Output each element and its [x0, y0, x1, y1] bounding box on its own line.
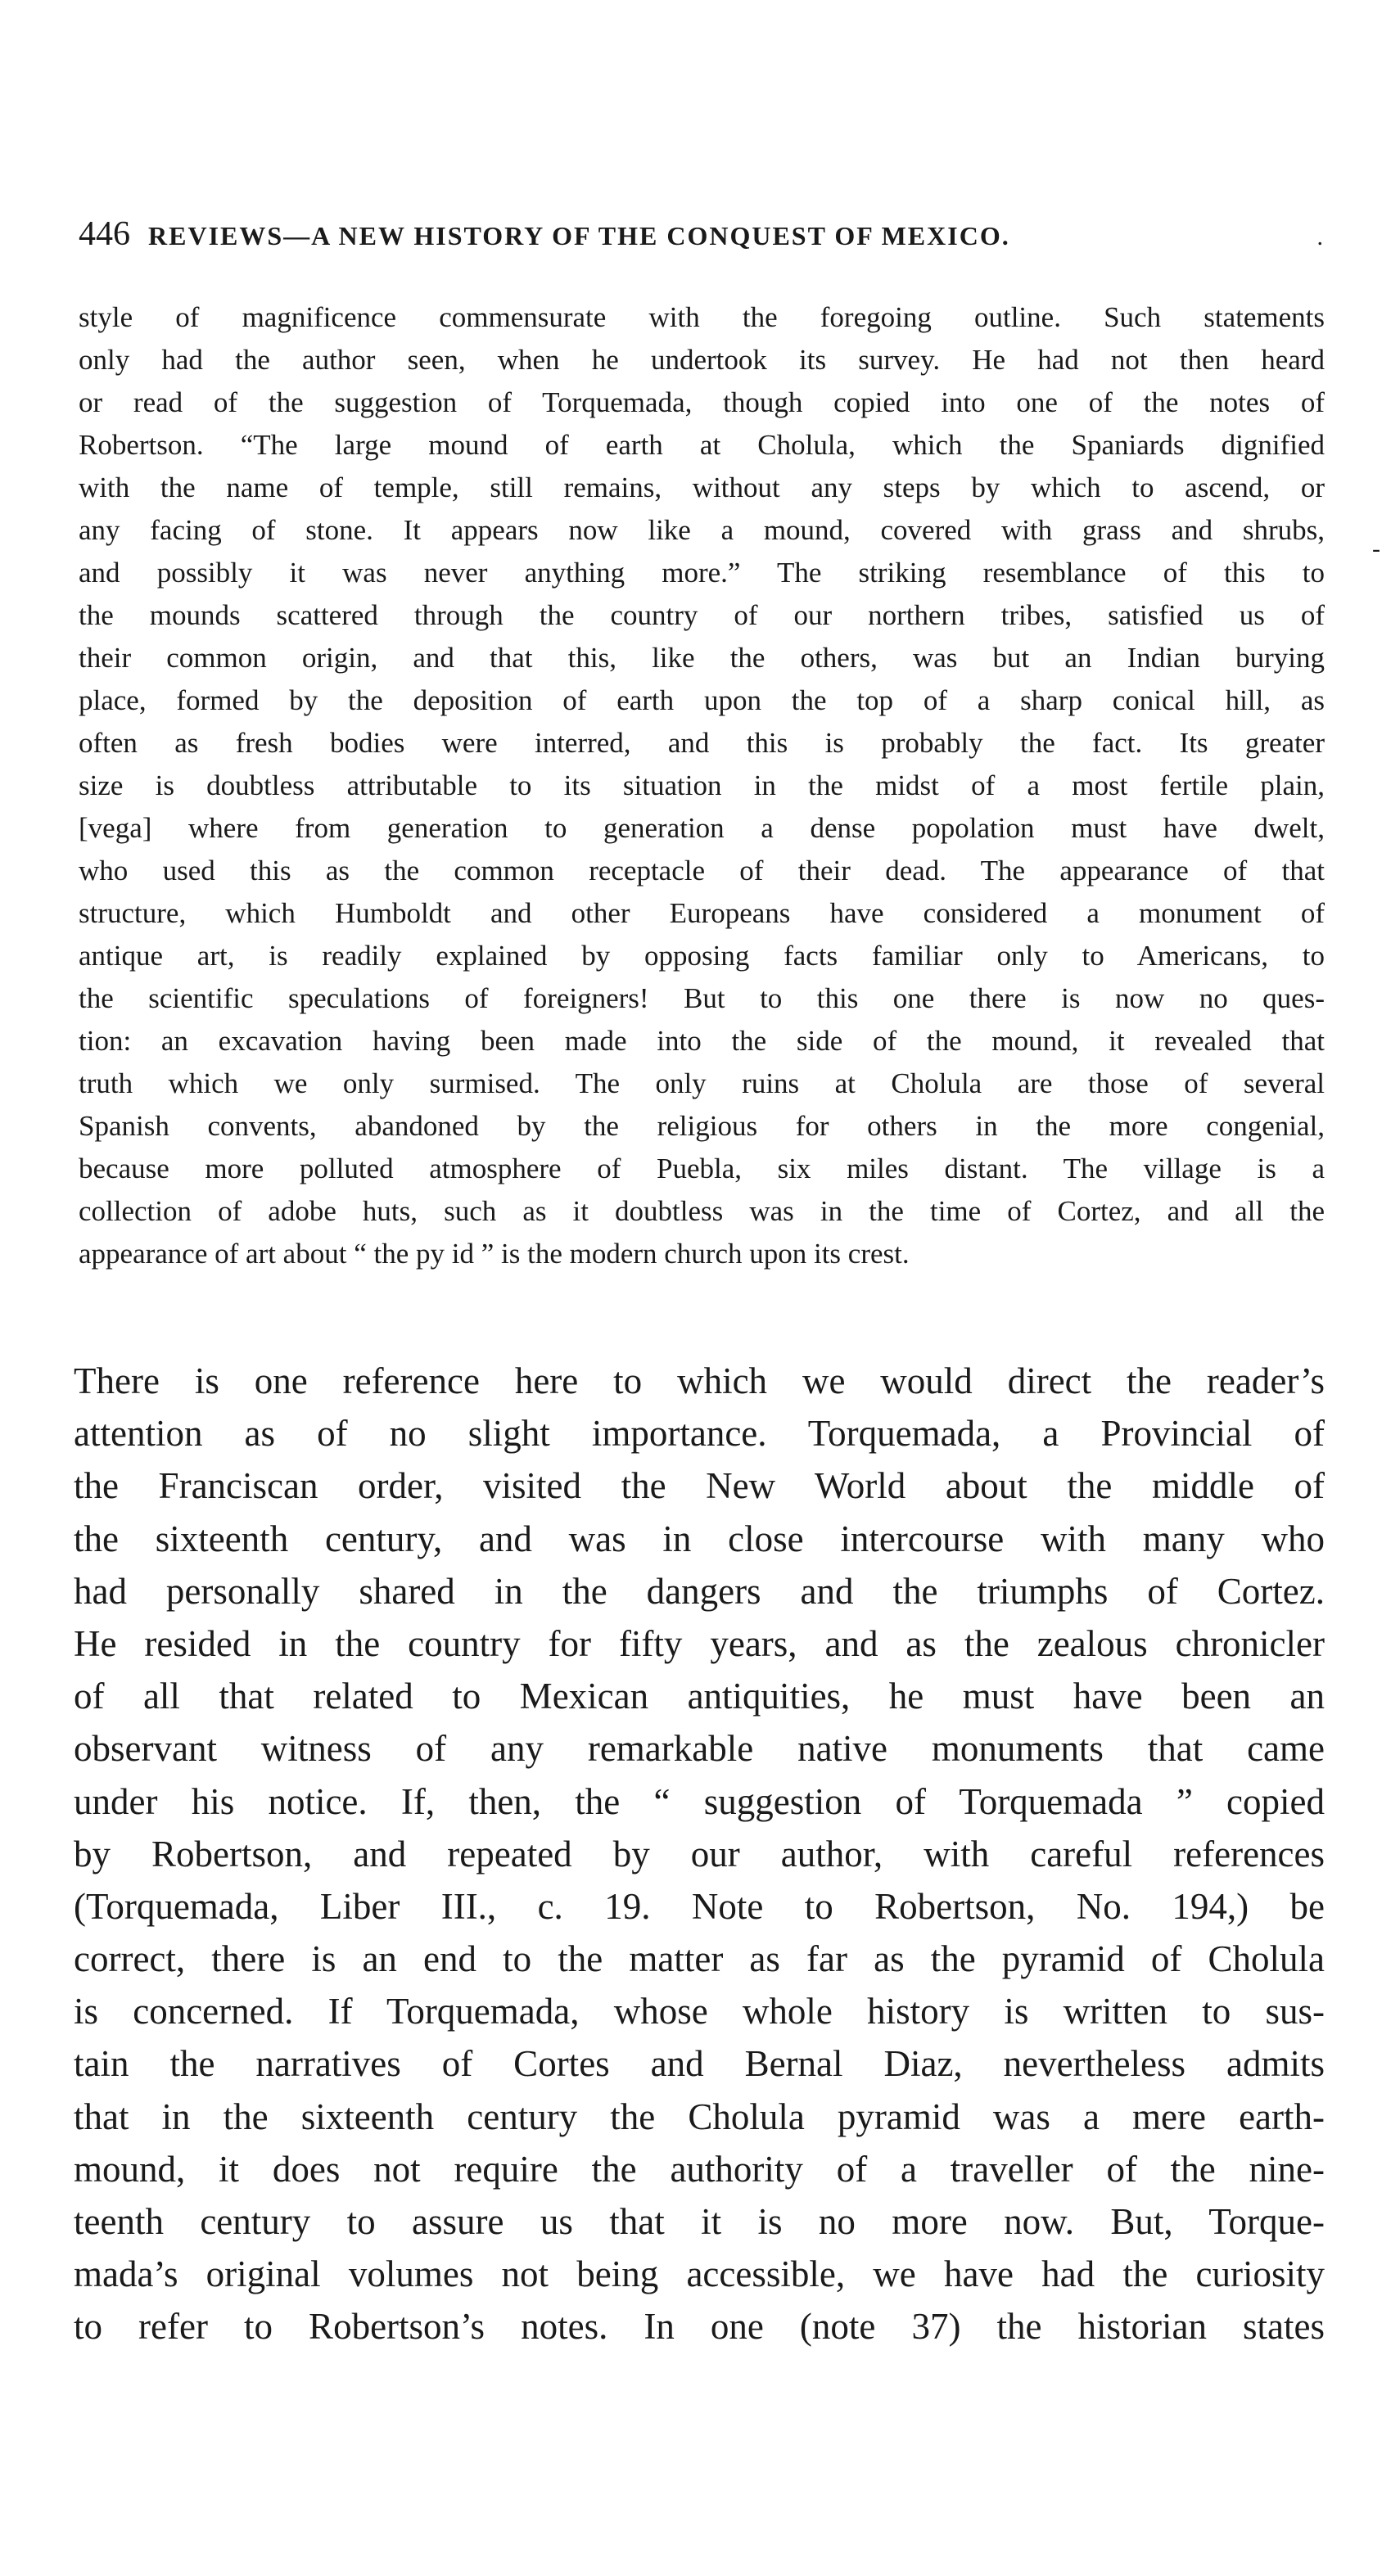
body-line: the Franciscan order, visited the New World about the middle of [74, 1465, 1325, 1507]
quote-line: the mounds scattered through the country of our northern tribes, satisfied us of [79, 599, 1325, 631]
quote-line: collection of adobe huts, such as it doubtless was in the time of Cortez, and all the [79, 1195, 1325, 1227]
body-line: teenth century to assure us that it is no more now. But, Torque- [74, 2201, 1325, 2242]
body-line: under his notice. If, then, the “ suggestion of Torquemada ” copied [74, 1780, 1325, 1822]
body-line: There is one reference here to which we would direct the reader’s [74, 1360, 1325, 1401]
quote-line: any facing of stone. It appears now like a mound, covered with grass and shrubs, [79, 514, 1325, 546]
body-line: by Robertson, and repeated by our author, with careful references [74, 1833, 1325, 1874]
quote-line: and possibly it was never anything more.” The striking resemblance of this to [79, 557, 1325, 589]
quote-line: often as fresh bodies were interred, and this is probably the fact. Its greater [79, 727, 1325, 759]
body-line: is concerned. If Torquemada, whose whole history is written to sus- [74, 1991, 1325, 2032]
body-paragraph [74, 1355, 1325, 2353]
body-line: attention as of no slight importance. Torquemada, a Provincial of [74, 1413, 1325, 1455]
quote-line: who used this as the common receptacle of their dead. The appearance of that [79, 855, 1325, 886]
margin-mark: - [1372, 535, 1380, 562]
quote-line: or read of the suggestion of Torquemada, though copied into one of the notes of [79, 386, 1325, 418]
body-line: He resided in the country for fifty years, and as the zealous chronicler [74, 1622, 1325, 1664]
running-head [79, 214, 1323, 264]
header-mark: . [1316, 223, 1323, 250]
body-line: that in the sixteenth century the Cholula pyramid was a mere earth- [74, 2096, 1325, 2137]
quoted-passage [79, 296, 1325, 1275]
page-number: 446 [79, 215, 130, 253]
quote-line: truth which we only surmised. The only ruins at Cholula are those of several [79, 1067, 1325, 1099]
body-line: had personally shared in the dangers and the triumphs of Cortez. [74, 1570, 1325, 1612]
quote-line: only had the author seen, when he undertook its survey. He had not then heard [79, 344, 1325, 376]
quote-line: [vega] where from generation to generation a dense popolation must have dwelt, [79, 812, 1325, 844]
body-line: to refer to Robertson’s notes. In one (note 37) the historian states [74, 2306, 1325, 2348]
body-line: the sixteenth century, and was in close intercourse with many who [74, 1518, 1325, 1559]
body-line: of all that related to Mexican antiquities, he must have been an [74, 1676, 1325, 1717]
quote-line: their common origin, and that this, like the others, was but an Indian burying [79, 642, 1325, 674]
quote-line: the scientific speculations of foreigners! But to this one there is now no ques- [79, 982, 1325, 1014]
body-line: (Torquemada, Liber III., c. 19. Note to Robertson, No. 194,) be [74, 1885, 1325, 1927]
quote-line: with the name of temple, still remains, without any steps by which to ascend, or [79, 471, 1325, 503]
running-title: REVIEWS—A NEW HISTORY OF THE CONQUEST OF MEXICO. [148, 221, 1010, 250]
body-line: mada’s original volumes not being accessible, we have had the curiosity [74, 2253, 1325, 2295]
quote-line: because more polluted atmosphere of Puebla, six miles distant. The village is a [79, 1153, 1325, 1184]
body-line: correct, there is an end to the matter as far as the pyramid of Cholula [74, 1938, 1325, 1980]
quote-line: appearance of art about “ the py id ” is the modern church upon its crest. [79, 1238, 910, 1270]
quote-line: structure, which Humboldt and other Europeans have considered a monument of [79, 897, 1325, 929]
quote-line: style of magnificence commensurate with the foregoing outline. Such statements [79, 301, 1325, 333]
body-line: observant witness of any remarkable native monuments that came [74, 1728, 1325, 1770]
body-line: mound, it does not require the authority of a traveller of the nine- [74, 2148, 1325, 2190]
quote-line: tion: an excavation having been made into the side of the mound, it revealed that [79, 1025, 1325, 1057]
quote-line: antique art, is readily explained by opposing facts familiar only to Americans, to [79, 940, 1325, 972]
quote-line: Robertson. “The large mound of earth at Cholula, which the Spaniards dignified [79, 429, 1325, 461]
quote-line: place, formed by the deposition of earth upon the top of a sharp conical hill, as [79, 684, 1325, 716]
quote-line: Spanish convents, abandoned by the religious for others in the more congenial, [79, 1110, 1325, 1142]
body-line: tain the narratives of Cortes and Bernal Diaz, nevertheless admits [74, 2043, 1325, 2085]
quote-line: size is doubtless attributable to its situation in the midst of a most fertile plain, [79, 769, 1325, 801]
